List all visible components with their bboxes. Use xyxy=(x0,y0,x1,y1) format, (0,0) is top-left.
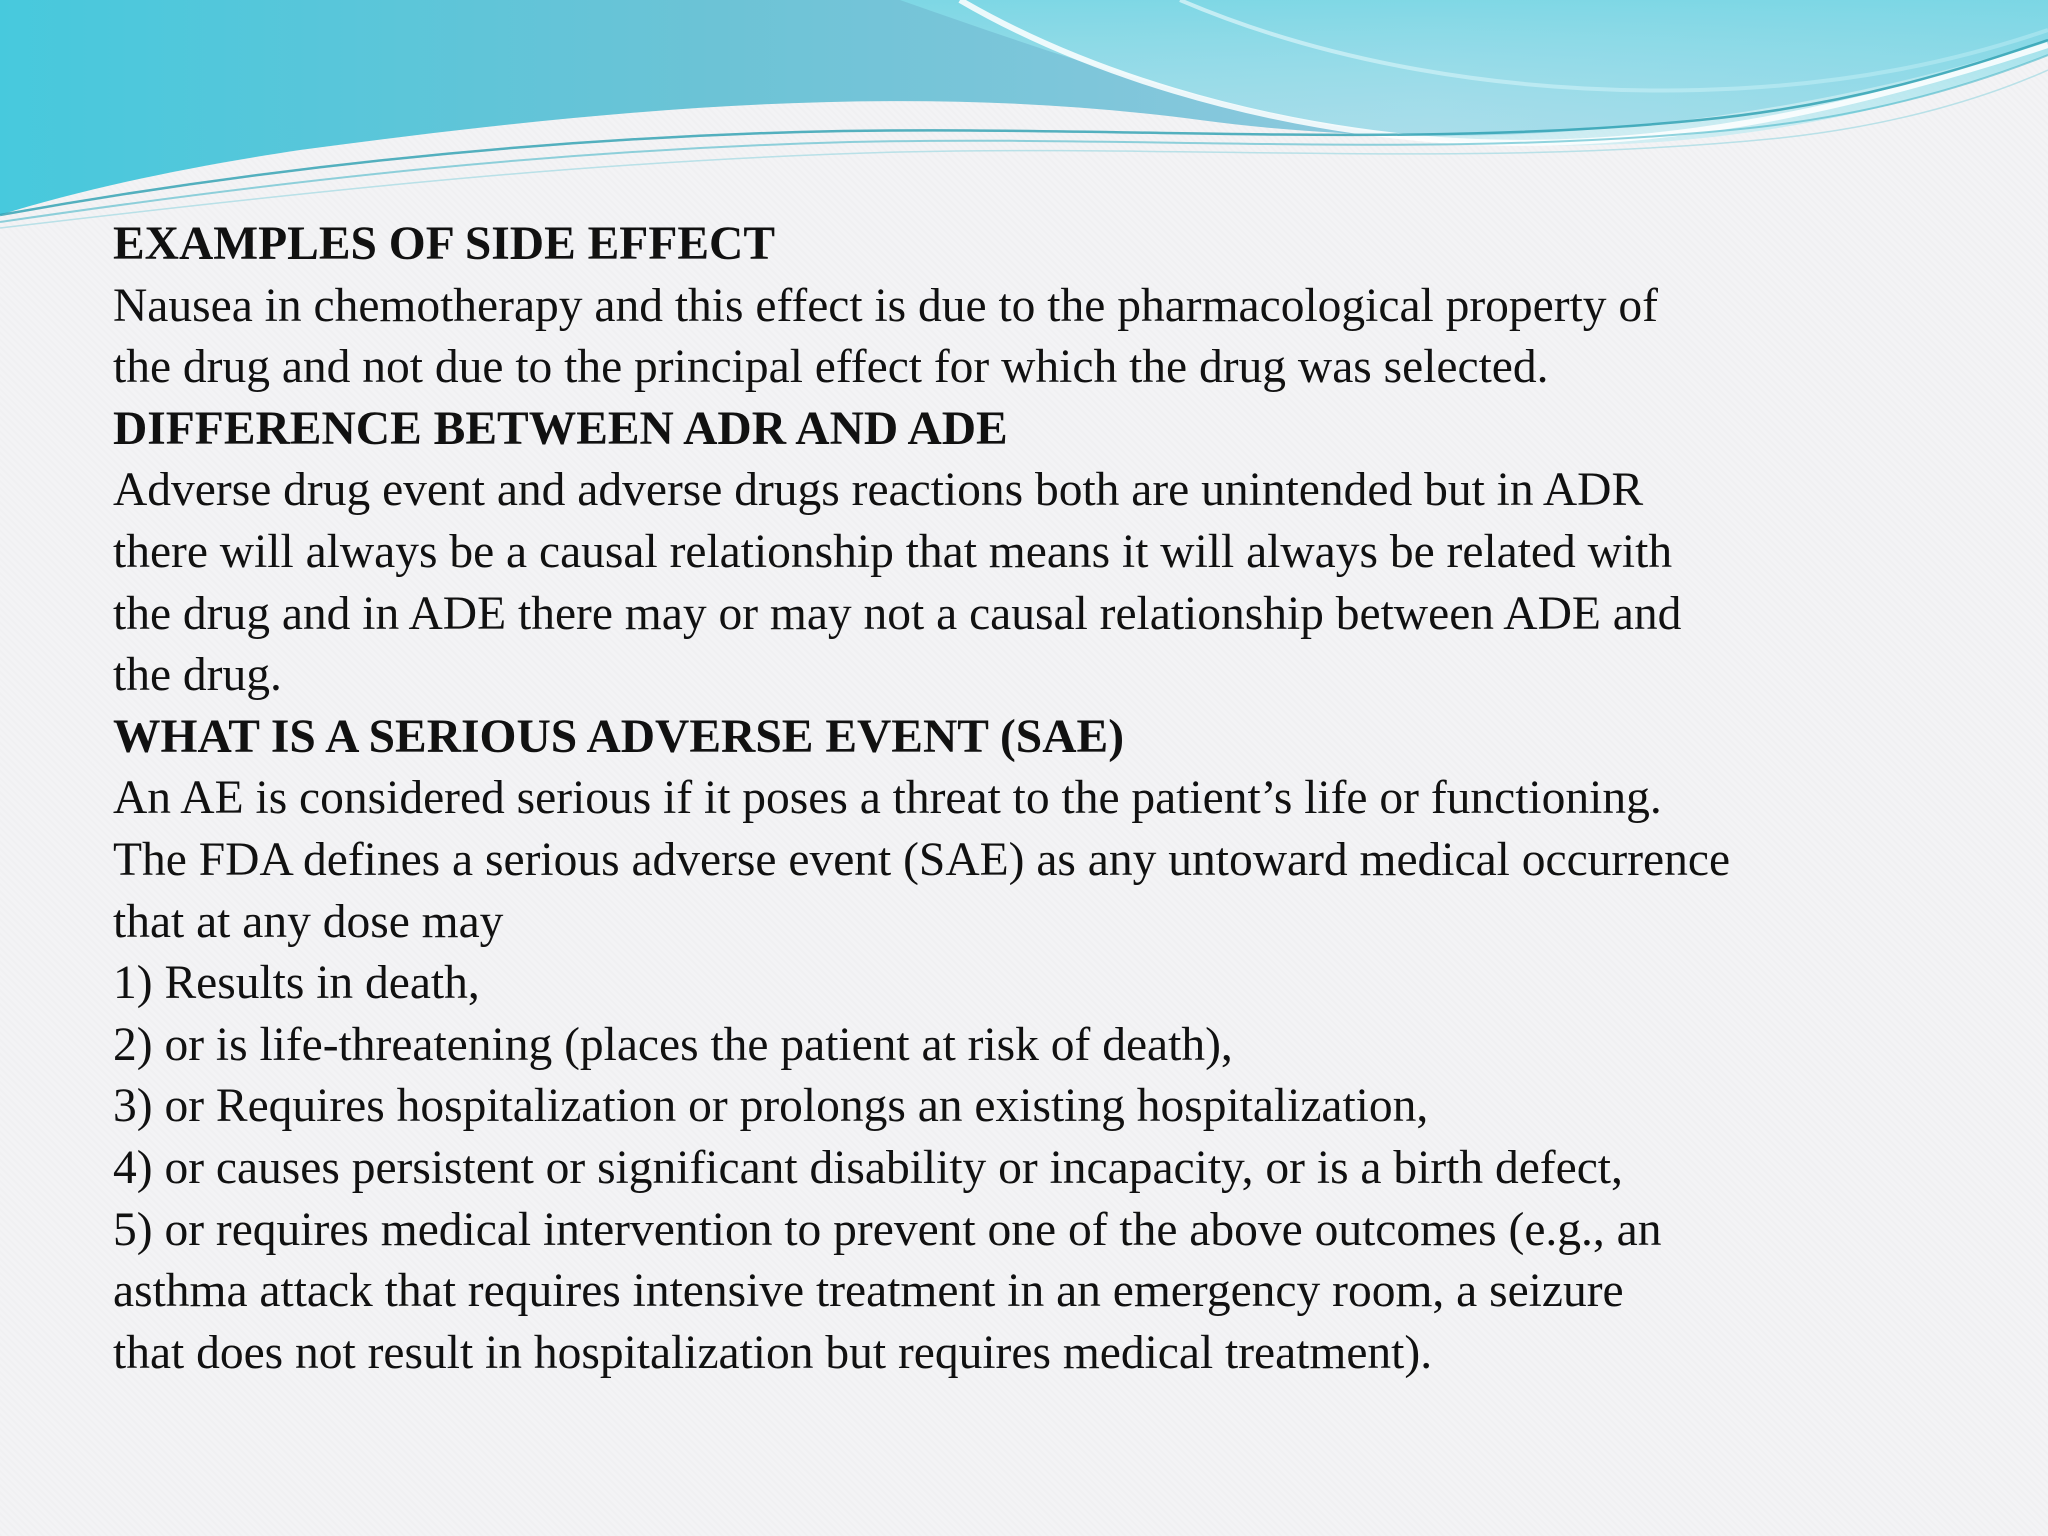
list-item: 4) or causes persistent or significant disability or incapacity, or is a birth defect, xyxy=(113,1141,1623,1194)
body-line: The FDA defines a serious adverse event (SAE) as any untoward medical occurrence xyxy=(113,833,1731,886)
header-wave-decoration xyxy=(0,0,2048,240)
slide-body xyxy=(113,214,1993,1384)
list-item: 5) or requires medical intervention to prevent one of the above outcomes (e.g., an xyxy=(113,1203,1662,1256)
section-heading: WHAT IS A SERIOUS ADVERSE EVENT (SAE) xyxy=(113,710,1125,763)
body-line: there will always be a causal relationship that means it will always be related with xyxy=(113,525,1673,578)
list-item: 3) or Requires hospitalization or prolongs an existing hospitalization, xyxy=(113,1080,1429,1133)
body-line: Nausea in chemotherapy and this effect is due to the pharmacological property of xyxy=(113,279,1658,332)
list-item-continuation: asthma attack that requires intensive treatment in an emergency room, a seizure xyxy=(113,1265,1624,1318)
list-item-continuation: that does not result in hospitalization but requires medical treatment). xyxy=(113,1326,1433,1379)
body-line: An AE is considered serious if it poses a threat to the patient’s life or functioning. xyxy=(113,772,1662,825)
body-line: Adverse drug event and adverse drugs reactions both are unintended but in ADR xyxy=(113,464,1644,517)
body-line: the drug and not due to the principal effect for which the drug was selected. xyxy=(113,341,1549,394)
body-line: the drug. xyxy=(113,649,282,702)
list-item: 1) Results in death, xyxy=(113,957,480,1010)
body-line: the drug and in ADE there may or may not a causal relationship between ADE and xyxy=(113,587,1682,640)
section-heading: EXAMPLES OF SIDE EFFECT xyxy=(113,218,776,270)
section-heading: DIFFERENCE BETWEEN ADR AND ADE xyxy=(113,402,1008,455)
body-line: that at any dose may xyxy=(113,895,504,948)
list-item: 2) or is life-threatening (places the patient at risk of death), xyxy=(113,1018,1233,1071)
